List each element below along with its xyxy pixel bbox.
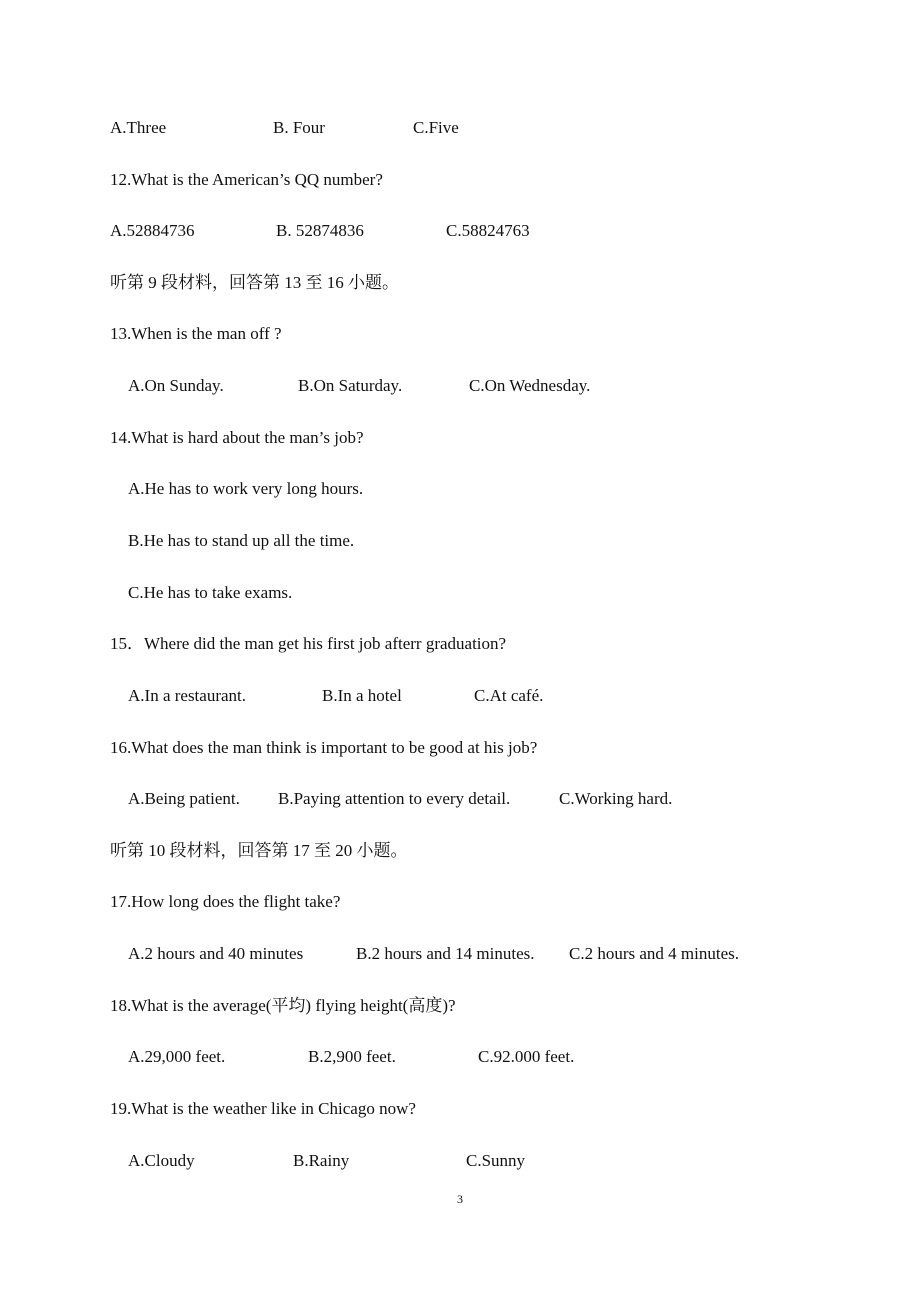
q16-question: 16.What does the man think is important to be good at his job? <box>110 738 538 757</box>
q15-option-a: A.In a restaurant. <box>128 686 247 705</box>
q13-option-c: C.On Wednesday. <box>469 376 591 395</box>
q12-option-c: C.58824763 <box>446 221 530 240</box>
q12-question: 12.What is the American’s QQ number? <box>110 170 383 189</box>
q14-option-b: B.He has to stand up all the time. <box>128 531 355 550</box>
q12-option-b: B. 52874836 <box>276 221 364 240</box>
q16-option-b: B.Paying attention to every detail. <box>278 789 511 808</box>
section-10-instruction: 听第 10 段材料，回答第 17 至 20 小题。 <box>110 841 408 860</box>
q14-question: 14.What is hard about the man’s job? <box>110 428 364 447</box>
q17-option-a: A.2 hours and 40 minutes <box>128 944 304 963</box>
q15-option-c: C.At café. <box>474 686 544 705</box>
q18-option-c: C.92.000 feet. <box>478 1047 575 1066</box>
q18-option-b: B.2,900 feet. <box>308 1047 396 1066</box>
q15-question: 15．Where did the man get his first job afterr graduation? <box>110 634 507 653</box>
q18-option-a: A.29,000 feet. <box>128 1047 226 1066</box>
section-9-instruction: 听第 9 段材料，回答第 13 至 16 小题。 <box>110 273 399 292</box>
q11-option-b: B. Four <box>273 118 325 137</box>
q19-question: 19.What is the weather like in Chicago now? <box>110 1099 416 1118</box>
q16-option-c: C.Working hard. <box>559 789 673 808</box>
q15-option-b: B.In a hotel <box>322 686 402 705</box>
q17-option-c: C.2 hours and 4 minutes. <box>569 944 739 963</box>
q16-option-a: A.Being patient. <box>128 789 240 808</box>
q19-option-c: C.Sunny <box>466 1151 526 1170</box>
q18-question: 18.What is the average(平均) flying height(高度)? <box>110 996 456 1015</box>
q13-option-a: A.On Sunday. <box>128 376 224 395</box>
q13-question: 13.When is the man off ? <box>110 324 282 343</box>
q19-option-a: A.Cloudy <box>128 1151 195 1170</box>
q17-question: 17.How long does the flight take? <box>110 892 341 911</box>
q14-option-a: A.He has to work very long hours. <box>128 479 364 498</box>
q12-option-a: A.52884736 <box>110 221 195 240</box>
page-number: 3 <box>457 1192 463 1206</box>
q11-option-c: C.Five <box>413 118 459 137</box>
q13-option-b: B.On Saturday. <box>298 376 403 395</box>
q19-option-b: B.Rainy <box>293 1151 350 1170</box>
q14-option-c: C.He has to take exams. <box>128 583 293 602</box>
q17-option-b: B.2 hours and 14 minutes. <box>356 944 535 963</box>
q11-option-a: A.Three <box>110 118 167 137</box>
